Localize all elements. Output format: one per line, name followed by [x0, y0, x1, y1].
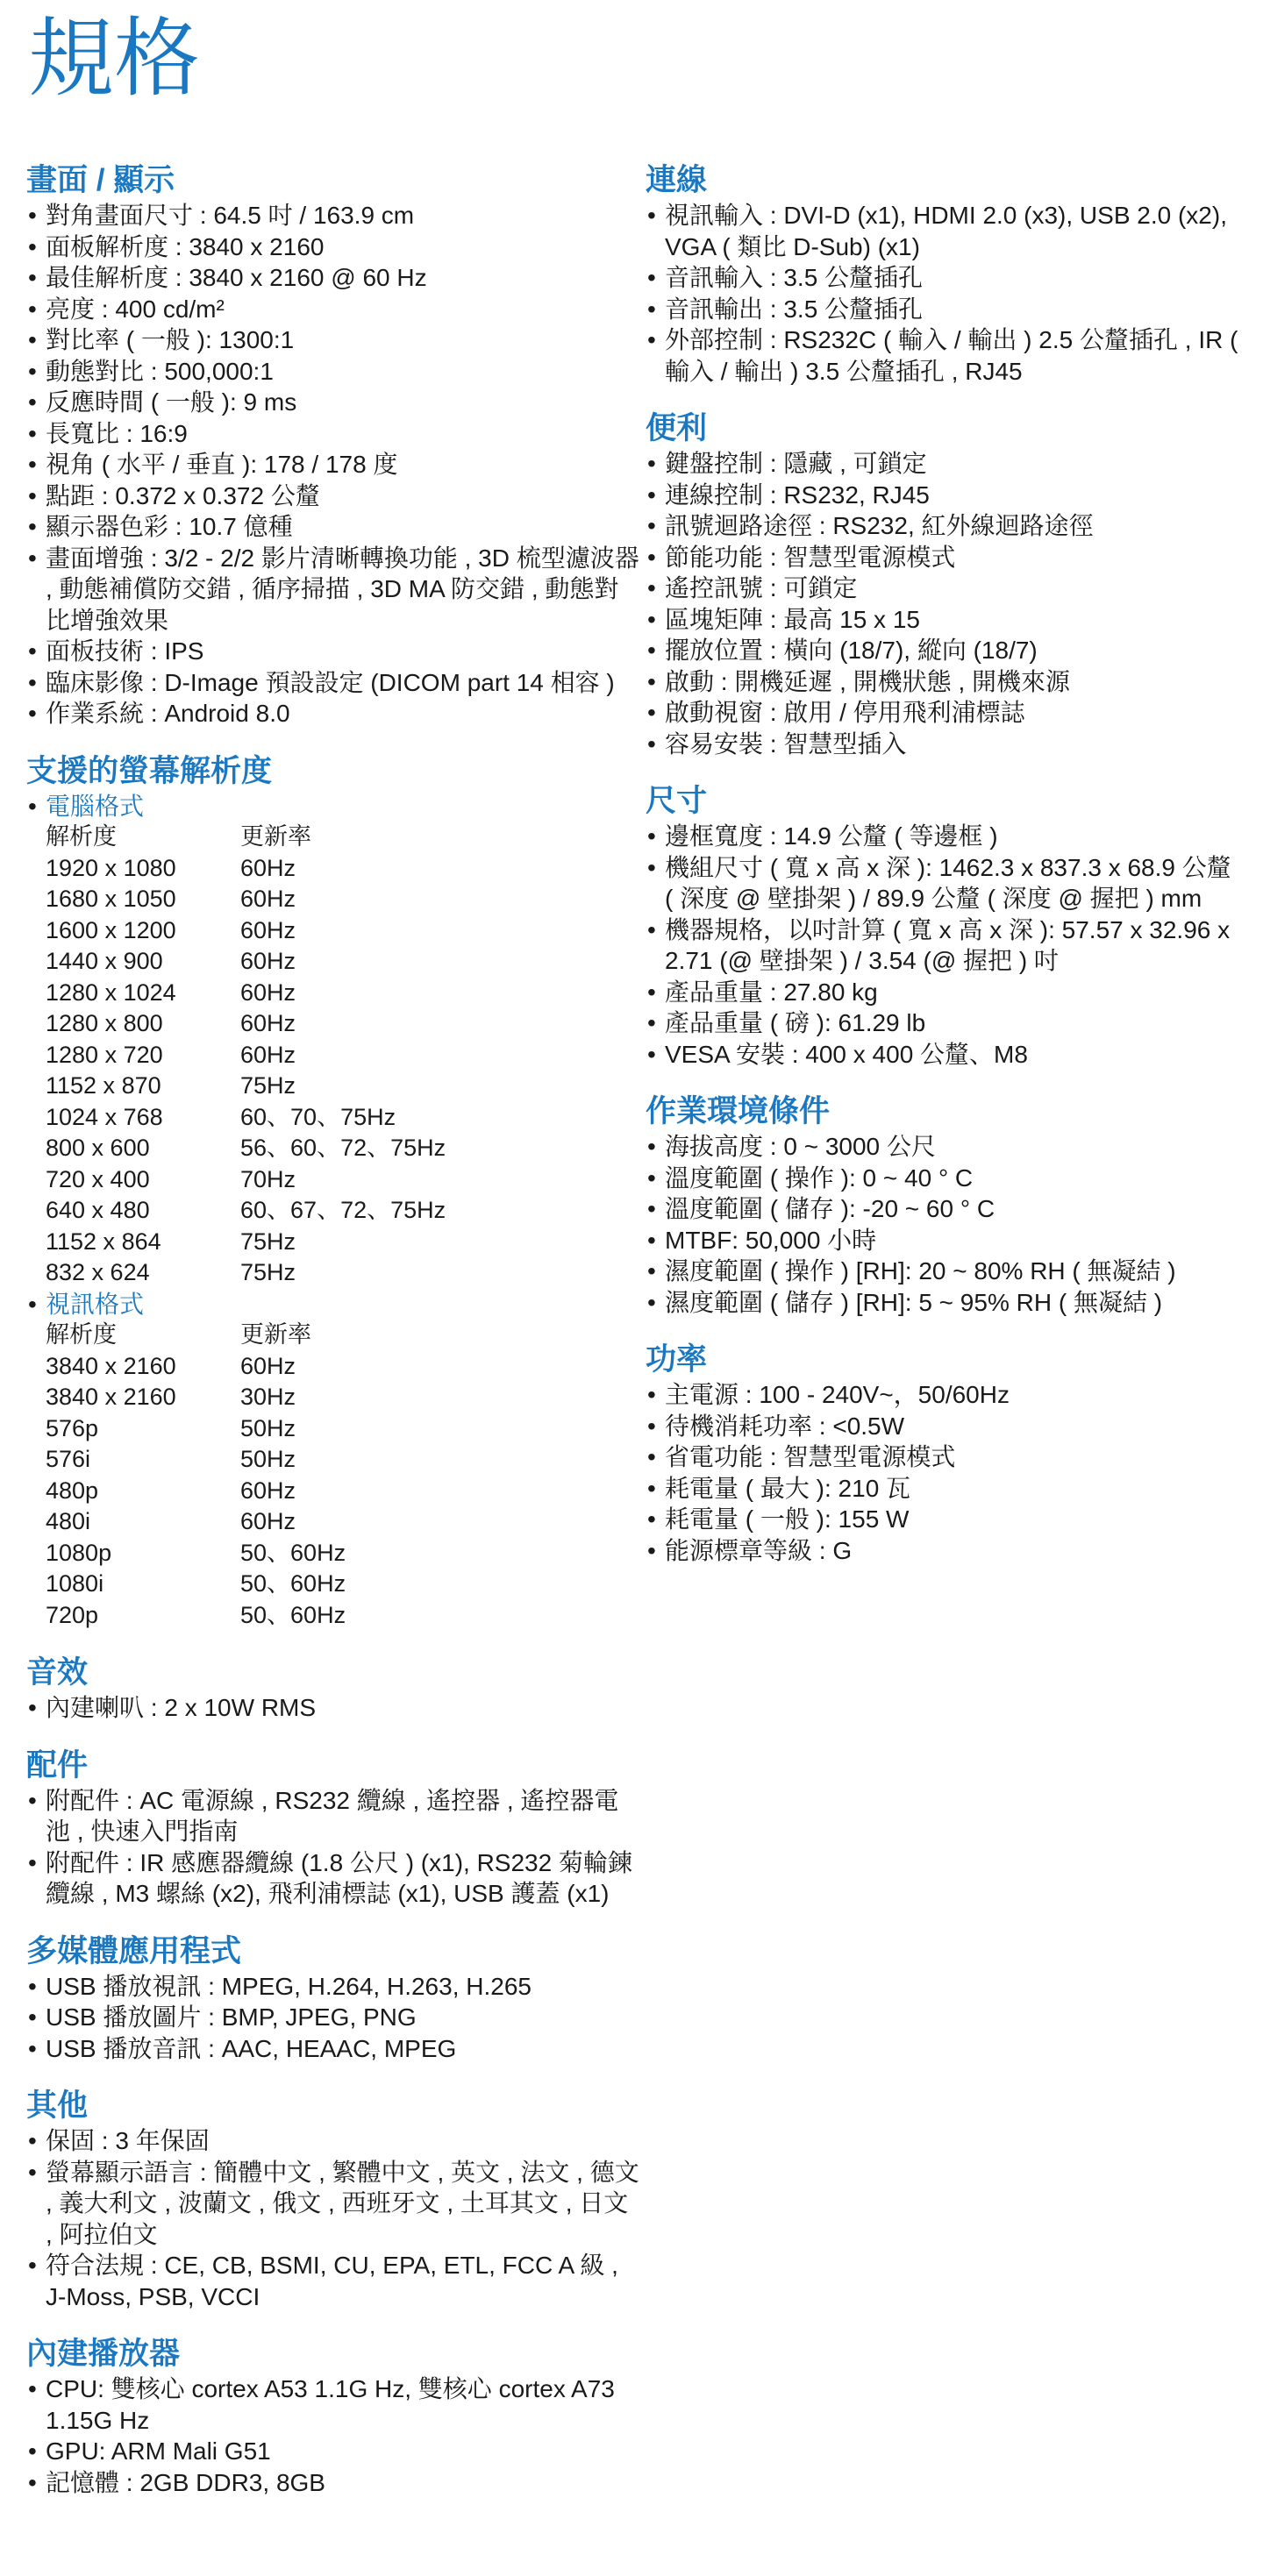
refresh-rate-cell: 60Hz [240, 1477, 296, 1504]
list-item: • 顯示器色彩 : 10.7 億種 [26, 511, 640, 543]
resolution-cell: 1680 x 1050 [46, 886, 176, 912]
list-item: • USB 播放視訊 : MPEG, H.264, H.263, H.265 [26, 1971, 640, 2003]
spec-section [26, 2089, 640, 2312]
table-row [46, 853, 446, 885]
list-item: • USB 播放圖片 : BMP, JPEG, PNG [26, 2002, 640, 2033]
table-row [46, 1444, 346, 1476]
spec-section [646, 411, 1242, 759]
spec-list [26, 2373, 640, 2498]
list-item: • 對比率 ( 一般 ): 1300:1 [26, 324, 640, 356]
list-item: • 反應時間 ( 一般 ): 9 ms [26, 387, 640, 418]
list-item: • 啟動 : 開機延遲 , 開機狀態 , 開機來源 [646, 666, 1242, 698]
refresh-rate-cell: 75Hz [240, 1259, 296, 1285]
resolution-cell: 3840 x 2160 [46, 1384, 176, 1410]
section-title: 畫面 / 顯示 [26, 163, 175, 197]
list-item: • 亮度 : 400 cd/m² [26, 294, 640, 325]
section-title: 連線 [646, 163, 708, 197]
list-item: • 面板技術 : IPS [26, 636, 640, 667]
list-item: • 遙控訊號 : 可鎖定 [646, 573, 1242, 604]
resolution-cell: 1920 x 1080 [46, 854, 176, 881]
resolution-cell: 1080i [46, 1570, 104, 1597]
table-row [46, 1569, 346, 1600]
resolution-cell: 576i [46, 1446, 91, 1472]
section-title: 功率 [646, 1342, 708, 1377]
table-row [46, 1227, 446, 1258]
table-row [46, 1195, 446, 1227]
list-item: • 畫面增強 : 3/2 - 2/2 影片清晰轉換功能 , 3D 梳型濾波器 , 動態補償防交錯 , 循序掃描 , 3D MA 防交錯 , 動態對比增強效果 [26, 543, 640, 637]
spec-list [26, 1785, 640, 1910]
refresh-rate-cell: 75Hz [240, 1228, 296, 1255]
list-item: • 區塊矩陣 : 最高 15 x 15 [646, 604, 1242, 636]
spec-section [26, 2337, 640, 2498]
list-item: • 耗電量 ( 一般 ): 155 W [646, 1504, 1242, 1535]
table-row [46, 1133, 446, 1164]
list-item: • 海拔高度 : 0 ~ 3000 公尺 [646, 1131, 1242, 1163]
refresh-rate-cell: 50、60Hz [240, 1570, 346, 1597]
resolution-cell: 640 x 480 [46, 1197, 150, 1223]
section-title: 內建播放器 [26, 2337, 181, 2371]
list-item: • 記憶體 : 2GB DDR3, 8GB [26, 2467, 640, 2499]
list-item: • 省電功能 : 智慧型電源模式 [646, 1441, 1242, 1473]
list-item: • 溫度範圍 ( 儲存 ): -20 ~ 60 ° C [646, 1193, 1242, 1225]
spec-list [646, 821, 1242, 1070]
spec-section [26, 163, 640, 729]
resolution-cell: 1600 x 1200 [46, 916, 176, 943]
list-item: • 臨床影像 : D-Image 預設設定 (DICOM part 14 相容 ) [26, 667, 640, 699]
column-header-resolution: 解析度 [46, 1321, 117, 1348]
resolution-cell: 800 x 600 [46, 1135, 150, 1161]
spec-list [646, 448, 1242, 759]
resolution-cell: 832 x 624 [46, 1259, 150, 1285]
refresh-rate-cell: 60Hz [240, 854, 296, 881]
refresh-rate-cell: 60Hz [240, 1041, 296, 1068]
table-row [46, 1382, 346, 1413]
table-row [46, 1164, 446, 1196]
list-item: • 外部控制 : RS232C ( 輸入 / 輸出 ) 2.5 公釐插孔 , IR ( 輸入 / 輸出 ) 3.5 公釐插孔 , RJ45 [646, 324, 1242, 387]
resolution-cell: 720 x 400 [46, 1165, 150, 1192]
resolution-cell: 1280 x 720 [46, 1041, 163, 1068]
list-item: • 音訊輸入 : 3.5 公釐插孔 [646, 262, 1242, 294]
list-item: • 作業系統 : Android 8.0 [26, 698, 640, 729]
column-header-resolution: 解析度 [46, 823, 117, 850]
refresh-rate-cell: 60Hz [240, 978, 296, 1006]
page-title: 規格 [28, 9, 201, 109]
table-row [46, 946, 446, 978]
refresh-rate-cell: 30Hz [240, 1384, 296, 1410]
spec-list [646, 1379, 1242, 1566]
video-format-label: • 視訊格式 [26, 1289, 640, 1320]
pc-format-label: • 電腦格式 [26, 791, 640, 822]
list-item: • 容易安裝 : 智慧型插入 [646, 729, 1242, 760]
pc-resolution-table [46, 822, 446, 1289]
list-item: • 內建喇叭 : 2 x 10W RMS [26, 1692, 640, 1724]
resolution-cell: 576p [46, 1414, 99, 1441]
resolution-cell: 1440 x 900 [46, 948, 163, 974]
spec-section [646, 163, 1242, 387]
list-item: • GPU: ARM Mali G51 [26, 2436, 640, 2467]
resolution-cell: 720p [46, 1601, 99, 1628]
list-item: • 最佳解析度 : 3840 x 2160 @ 60 Hz [26, 262, 640, 294]
list-item: • 機組尺寸 ( 寬 x 高 x 深 ): 1462.3 x 837.3 x 68.9 公釐 ( 深度 @ 壁掛架 ) / 89.9 公釐 ( 深度 @ 握把 ) mm [646, 852, 1242, 914]
section-title: 支援的螢幕解析度 [26, 753, 273, 788]
left-column [26, 163, 640, 2523]
spec-section [26, 1748, 640, 1910]
section-title: 其他 [26, 2089, 89, 2123]
list-item: • 符合法規 : CE, CB, BSMI, CU, EPA, ETL, FCC A 級 , J-Moss, PSB, VCCI [26, 2250, 640, 2312]
table-row [46, 915, 446, 947]
refresh-rate-cell: 75Hz [240, 1072, 296, 1099]
table-row [46, 978, 446, 1009]
spec-list [26, 2125, 640, 2312]
resolution-cell: 480p [46, 1477, 99, 1504]
list-item: • VESA 安裝 : 400 x 400 公釐、M8 [646, 1039, 1242, 1071]
resolution-cell: 1024 x 768 [46, 1103, 163, 1130]
spec-section [26, 1655, 640, 1724]
list-item: • 面板解析度 : 3840 x 2160 [26, 231, 640, 263]
table-row [46, 1040, 446, 1071]
section-title: 配件 [26, 1747, 89, 1783]
spec-list [26, 1692, 640, 1724]
list-item: • 產品重量 ( 磅 ): 61.29 lb [646, 1007, 1242, 1039]
spec-list [646, 200, 1242, 387]
refresh-rate-cell: 50Hz [240, 1446, 296, 1472]
table-row [46, 1008, 446, 1040]
resolution-cell: 1152 x 864 [46, 1228, 161, 1255]
spec-section [646, 1342, 1242, 1566]
table-header-row [46, 1320, 346, 1351]
list-item: • 視訊輸入 : DVI-D (x1), HDMI 2.0 (x3), USB 2.0 (x2), VGA ( 類比 D-Sub) (x1) [646, 200, 1242, 262]
refresh-rate-cell: 60、70、75Hz [240, 1103, 396, 1130]
list-item: • 主電源 : 100 - 240V~，50/60Hz [646, 1379, 1242, 1411]
refresh-rate-cell: 70Hz [240, 1165, 296, 1192]
list-item: • 訊號迴路途徑 : RS232, 紅外線迴路途徑 [646, 510, 1242, 542]
section-title: 多媒體應用程式 [26, 1933, 242, 1968]
refresh-rate-cell: 56、60、72、75Hz [240, 1135, 446, 1161]
table-row [46, 1413, 346, 1445]
list-item: • 擺放位置 : 橫向 (18/7), 縱向 (18/7) [646, 635, 1242, 666]
list-item: • MTBF: 50,000 小時 [646, 1225, 1242, 1256]
table-row [46, 884, 446, 915]
table-row [46, 1476, 346, 1507]
refresh-rate-cell: 60Hz [240, 886, 296, 912]
list-item: • 視角 ( 水平 / 垂直 ): 178 / 178 度 [26, 449, 640, 480]
list-item: • 產品重量 : 27.80 kg [646, 977, 1242, 1008]
resolution-cell: 3840 x 2160 [46, 1352, 176, 1379]
table-row [46, 1102, 446, 1134]
refresh-rate-cell: 60Hz [240, 1352, 296, 1379]
list-item: • 濕度範圍 ( 操作 ) [RH]: 20 ~ 80% RH ( 無凝結 ) [646, 1256, 1242, 1287]
section-resolution [26, 754, 640, 1632]
column-header-refresh: 更新率 [240, 823, 311, 850]
table-row [46, 1071, 446, 1102]
resolution-cell: 480i [46, 1508, 91, 1534]
list-item: • 溫度範圍 ( 操作 ): 0 ~ 40 ° C [646, 1163, 1242, 1194]
list-item: • 能源標章等級 : G [646, 1535, 1242, 1567]
refresh-rate-cell: 60Hz [240, 916, 296, 943]
refresh-rate-cell: 60Hz [240, 948, 296, 974]
section-title: 便利 [646, 411, 708, 445]
section-title: 尺寸 [646, 784, 708, 818]
refresh-rate-cell: 50Hz [240, 1414, 296, 1441]
spec-section [646, 784, 1242, 1070]
spec-list [26, 1971, 640, 2065]
list-item: • 邊框寬度 : 14.9 公釐 ( 等邊框 ) [646, 821, 1242, 852]
resolution-cell: 1280 x 1024 [46, 978, 176, 1006]
list-item: • CPU: 雙核心 cortex A53 1.1G Hz, 雙核心 cortex A73 1.15G Hz [26, 2373, 640, 2436]
list-item: • 點距 : 0.372 x 0.372 公釐 [26, 480, 640, 512]
table-row [46, 1600, 346, 1632]
spec-list [26, 200, 640, 729]
table-row [46, 1257, 446, 1289]
list-item: • USB 播放音訊 : AAC, HEAAC, MPEG [26, 2033, 640, 2065]
spec-section [26, 1934, 640, 2065]
list-item: • 待機消耗功率 : <0.5W [646, 1411, 1242, 1442]
list-item: • 音訊輸出 : 3.5 公釐插孔 [646, 294, 1242, 325]
list-item: • 長寬比 : 16:9 [26, 418, 640, 450]
section-title: 作業環境條件 [646, 1094, 831, 1128]
list-item: • 連線控制 : RS232, RJ45 [646, 480, 1242, 511]
spec-list [646, 1131, 1242, 1318]
section-title: 音效 [26, 1655, 89, 1690]
list-item: • 啟動視窗 : 啟用 / 停用飛利浦標誌 [646, 697, 1242, 729]
list-item: • 鍵盤控制 : 隱藏 , 可鎖定 [646, 448, 1242, 480]
list-item: • 對角畫面尺寸 : 64.5 吋 / 163.9 cm [26, 200, 640, 231]
refresh-rate-cell: 60Hz [240, 1010, 296, 1036]
list-item: • 螢幕顯示語言 : 簡體中文 , 繁體中文 , 英文 , 法文 , 德文 , 義大利文 , 波蘭文 , 俄文 , 西班牙文 , 土耳其文 , 日文 , 阿拉伯文 [26, 2157, 640, 2251]
refresh-rate-cell: 50、60Hz [240, 1539, 346, 1566]
list-item: • 附配件 : AC 電源線 , RS232 纜線 , 遙控器 , 遙控器電池 , 快速入門指南 [26, 1785, 640, 1847]
list-item: • 動態對比 : 500,000:1 [26, 356, 640, 388]
list-item: • 附配件 : IR 感應器纜線 (1.8 公尺 ) (x1), RS232 菊輪鍊纜線 , M3 螺絲 (x2), 飛利浦標誌 (x1), USB 護蓋 (x1) [26, 1847, 640, 1910]
resolution-cell: 1152 x 870 [46, 1072, 161, 1099]
resolution-cell: 1280 x 800 [46, 1010, 163, 1036]
table-row [46, 1351, 346, 1383]
refresh-rate-cell: 50、60Hz [240, 1601, 346, 1628]
table-header-row [46, 822, 446, 853]
list-item: • 節能功能 : 智慧型電源模式 [646, 542, 1242, 573]
refresh-rate-cell: 60、67、72、75Hz [240, 1197, 446, 1223]
right-column [646, 163, 1242, 1590]
list-item: • 濕度範圍 ( 儲存 ) [RH]: 5 ~ 95% RH ( 無凝結 ) [646, 1287, 1242, 1319]
column-header-refresh: 更新率 [240, 1321, 311, 1348]
list-item: • 保固 : 3 年保固 [26, 2125, 640, 2157]
list-item: • 耗電量 ( 最大 ): 210 瓦 [646, 1473, 1242, 1505]
resolution-cell: 1080p [46, 1539, 112, 1566]
table-row [46, 1506, 346, 1538]
refresh-rate-cell: 60Hz [240, 1508, 296, 1534]
video-resolution-table [46, 1320, 346, 1631]
table-row [46, 1538, 346, 1569]
list-item: • 機器規格，以吋計算 ( 寬 x 高 x 深 ): 57.57 x 32.96 x 2.71 (@ 壁掛架 ) / 3.54 (@ 握把 ) 吋 [646, 914, 1242, 977]
spec-section [646, 1094, 1242, 1318]
